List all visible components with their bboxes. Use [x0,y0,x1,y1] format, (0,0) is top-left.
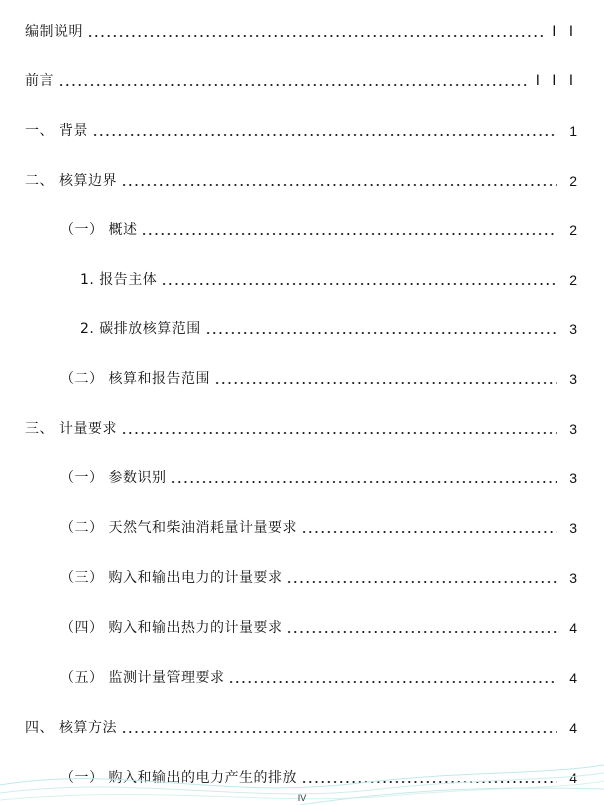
toc-entry[interactable] [0,318,604,340]
toc-entry[interactable] [0,170,604,192]
toc-leader-dots [161,282,557,286]
toc-entry[interactable] [0,767,604,789]
toc-entry-title: 前言 [25,73,54,89]
toc-entry-page: 2 [569,222,577,238]
toc-entry-title: 编制说明 [25,24,83,40]
toc-leader-dots [121,183,557,187]
toc-entry-page: I I I [535,73,577,89]
toc-entry[interactable] [0,219,604,241]
toc-entry-title: （一） 购入和输出的电力产生的排放 [60,770,297,786]
page-number: IV [297,793,307,803]
toc-entry-title: 四、 核算方法 [25,720,117,736]
toc-entry-title: （三） 购入和输出电力的计量要求 [60,570,283,586]
toc-entry[interactable] [0,617,604,639]
toc-entry[interactable] [0,667,604,689]
toc-entry-title: 1. 报告主体 [80,272,158,288]
toc-leader-dots [121,730,557,734]
toc-entry[interactable] [0,717,604,739]
toc-entry-title: 二、 核算边界 [25,173,117,189]
toc-entry-page: 2 [569,173,577,189]
toc-entry-page: 4 [569,720,577,736]
toc-leader-dots [286,580,557,584]
toc-entry-title: 三、 计量要求 [25,421,117,437]
toc-entry-page: 2 [569,272,577,288]
toc-entry[interactable] [0,418,604,440]
toc-entry-title: 一、 背景 [25,123,88,139]
toc-entry-title: （一） 参数识别 [60,470,167,486]
toc-entry-title: （五） 监测计量管理要求 [60,670,225,686]
toc-entry-page: 4 [569,670,577,686]
toc-leader-dots [214,381,557,385]
toc-entry-page: 3 [569,421,577,437]
toc-entry-page: 3 [569,321,577,337]
toc-entry-title: （二） 核算和报告范围 [60,371,210,387]
toc-entry-title: 2. 碳排放核算范围 [80,321,201,337]
toc-entry-page: 4 [569,620,577,636]
toc-entry[interactable] [0,120,604,142]
toc-leader-dots [141,232,557,236]
toc-entry-page: 1 [569,123,577,139]
toc-leader-dots [228,680,557,684]
toc-leader-dots [170,480,557,484]
toc-leader-dots [92,133,557,137]
toc-entry[interactable] [0,269,604,291]
toc-entry[interactable] [0,21,604,43]
toc-entry-title: （一） 概述 [60,222,138,238]
toc-entry[interactable] [0,70,604,92]
toc-entry[interactable] [0,567,604,589]
toc-leader-dots [58,83,530,87]
toc-entry-title: （四） 购入和输出热力的计量要求 [60,620,283,636]
toc-entry-page: 3 [569,570,577,586]
toc-leader-dots [87,34,546,38]
toc-leader-dots [205,331,557,335]
toc-entry[interactable] [0,467,604,489]
toc-entry-page: 3 [569,371,577,387]
toc-leader-dots [301,780,557,784]
toc-entry-page: 3 [569,520,577,536]
toc-entry-title: （二） 天然气和柴油消耗量计量要求 [60,520,297,536]
toc-entry-page: 4 [569,770,577,786]
toc-entry-page: I I [552,24,577,40]
toc-entry[interactable] [0,517,604,539]
toc-leader-dots [301,530,557,534]
toc-leader-dots [121,431,557,435]
toc-leader-dots [286,630,557,634]
toc-entry[interactable] [0,368,604,390]
toc-entry-page: 3 [569,470,577,486]
